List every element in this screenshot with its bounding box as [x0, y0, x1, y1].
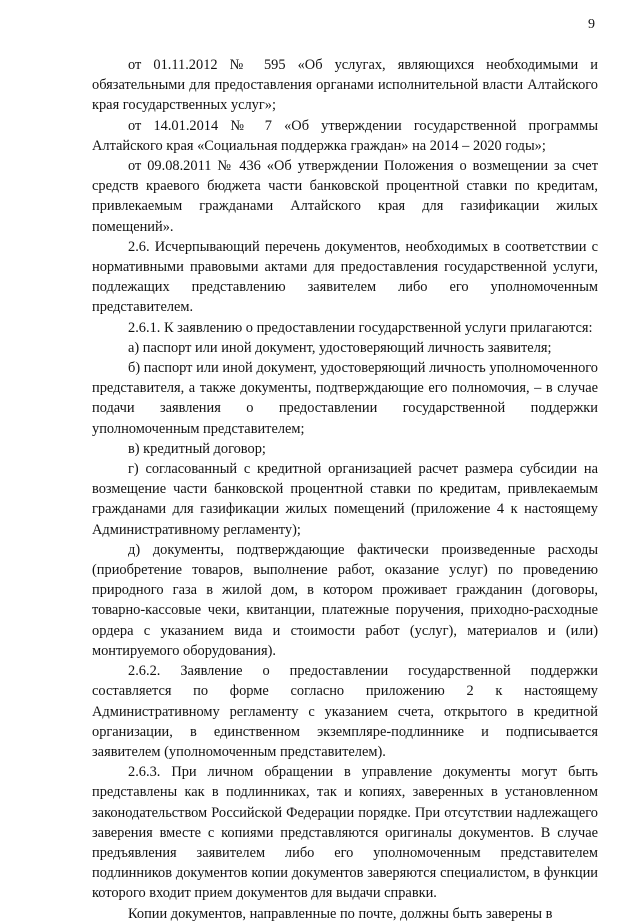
paragraph-law-436: от 09.08.2011 № 436 «Об утверждении Положения о возмещении за счет средств краевого бюджета части банковской процентной ставки по кредитам, привлекаемым гражданами Алтайского края для газификации жилых помещений». [92, 158, 598, 235]
list-item-b: б) паспорт или иной документ, удостоверяющий личность уполномоченного представителя, а также документы, подтверждающие его полномочия, – в случае подачи заявления о предоставлении государственной поддержки уполномоченным представителем; [92, 360, 598, 437]
list-item-d: д) документы, подтверждающие фактически произведенные расходы (приобретение товаров, выполнение работ, оказание услуг) по проведению природного газа в жилой дом, в котором проживает гражданин (договоры, товарно-кассовые чеки, квитанции, платежные поручения, приходно-расходные ордера с указанием вида и стоимости работ (услуг), материалов и (или) монтируемого оборудования). [92, 541, 598, 659]
paragraph-section-2-6-3: 2.6.3. При личном обращении в управление документы могут быть представлены как в подлинниках, так и копиях, заверенных в установленном законодательством Российской Федерации порядке. При отсутствии надлежащего заверения вместе с копиями представляются оригиналы документов. В случае предъявления заявителем либо его уполномоченным представителем подлинников документов копии документов заверяются специалистом, в функции которого входит прием документов для выдачи справки. [92, 764, 598, 902]
paragraph-section-2-6-1: 2.6.1. К заявлению о предоставлении государственной услуги прилагаются: [128, 319, 593, 336]
paragraph-copies-by-mail: Копии документов, направленные по почте, должны быть заверены в [128, 905, 553, 922]
paragraph-law-595: от 01.11.2012 № 595 «Об услугах, являющихся необходимыми и обязательными для предоставления органами исполнительной власти Алтайского края государственных услуг»; [92, 57, 598, 114]
list-item-v: в) кредитный договор; [128, 440, 266, 457]
page-number: 9 [588, 17, 595, 32]
list-item-g: г) согласованный с кредитной организацией расчет размера субсидии на возмещение части банковской процентной ставки по кредитам, привлекаемым гражданами для газификации жилых помещений (приложение 4 к настоящему Административному регламенту); [92, 461, 598, 538]
paragraph-section-2-6: 2.6. Исчерпывающий перечень документов, необходимых в соответствии с нормативными правовыми актами для предоставления государственной услуги, подлежащих представлению заявителем либо его уполномоченным представителем. [92, 238, 598, 316]
paragraph-law-7: от 14.01.2014 № 7 «Об утверждении государственной программы Алтайского края «Социальная поддержка граждан» на 2014 – 2020 годы»; [92, 117, 598, 154]
list-item-a: а) паспорт или иной документ, удостоверяющий личность заявителя; [128, 339, 552, 356]
paragraph-section-2-6-2: 2.6.2. Заявление о предоставлении государственной поддержки составляется по форме согласно приложению 2 к настоящему Административному регламенту с указанием счета, открытого в кредитной организации, в единственном экземпляре-подлиннике и подписывается заявителем (уполномоченным представителем). [92, 663, 598, 760]
document-body [92, 55, 598, 924]
